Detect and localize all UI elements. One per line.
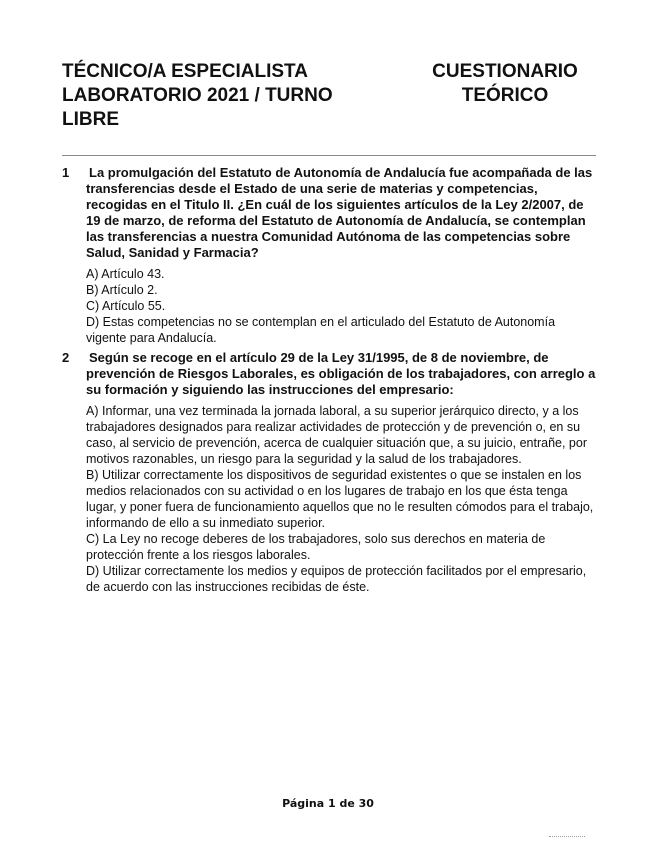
exam-title-line: LABORATORIO 2021 / TURNO [62,85,333,106]
answer-option-b: B) Utilizar correctamente los dispositivos de seguridad existentes o que se instalen en los medios relacionados con su actividad o en los lugares de trabajo en los que ésta tenga lugar, y poner fuera de funcionamiento aquellos que no le resulten cómodos para el trabajo, informando de ello a su inmediato superior. [86,468,594,530]
exam-title-line: LIBRE [62,109,119,130]
exam-type [420,60,590,108]
answer-option-b: B) Artículo 2. [86,283,158,297]
question-text: La promulgación del Estatuto de Autonomía de Andalucía fue acompañada de las transferencias desde el Estado de una serie de materias y competencias, recogidas en el Titulo II. ¿En cuál de los siguientes artículos de la Ley 2/2007, de 19 de marzo, de reforma del Estatuto de Autonomía de Andalucía, se contemplan las transferencias a nuestra Comunidad Autónoma de las competencias sobre Salud, Sanidad y Farmacia? [86,165,593,260]
question-number: 2 [62,350,70,365]
document-header [62,60,594,132]
answer-option-d: D) Estas competencias no se contemplan en el articulado del Estatuto de Autonomía vigente para Andalucía. [86,315,556,345]
answer-option-d: D) Utilizar correctamente los medios y equipos de protección facilitados por el empresario, de acuerdo con las instrucciones recibidas de éste. [86,564,587,594]
exam-type-line: CUESTIONARIO [432,61,578,82]
exam-type-line: TEÓRICO [461,85,549,106]
header-divider [62,155,596,156]
answer-option-c: C) La Ley no recoge deberes de los trabajadores, solo sus derechos en materia de protección frente a los riesgos laborales. [86,532,546,562]
exam-title-line: TÉCNICO/A ESPECIALISTA [62,61,308,82]
answer-options [86,266,596,346]
answer-option-a: A) Informar, una vez terminada la jornada laboral, a su superior jerárquico directo, y a los trabajadores designados para realizar actividades de protección y de prevención o, en su caso, al servicio de prevención, acerca de cualquier situación que, a su juicio, entrañe, por motivos razonables, un riesgo para la seguridad y la salud de los trabajadores. [86,404,587,466]
question-text: Según se recoge en el artículo 29 de la Ley 31/1995, de 8 de noviembre, de prevención de Riesgos Laborales, es obligación de los trabajadores, con arreglo a su formación y siguiendo las instrucciones del empresario: [86,350,596,397]
answer-option-a: A) Artículo 43. [86,267,165,281]
scan-artifact [549,836,585,840]
question-2 [62,350,596,595]
exam-title [62,60,362,132]
answer-option-c: C) Artículo 55. [86,299,166,313]
question-number: 1 [62,165,70,180]
page-number: Página 1 de 30 [282,797,374,810]
answer-options [86,403,596,595]
question-1 [62,165,596,346]
